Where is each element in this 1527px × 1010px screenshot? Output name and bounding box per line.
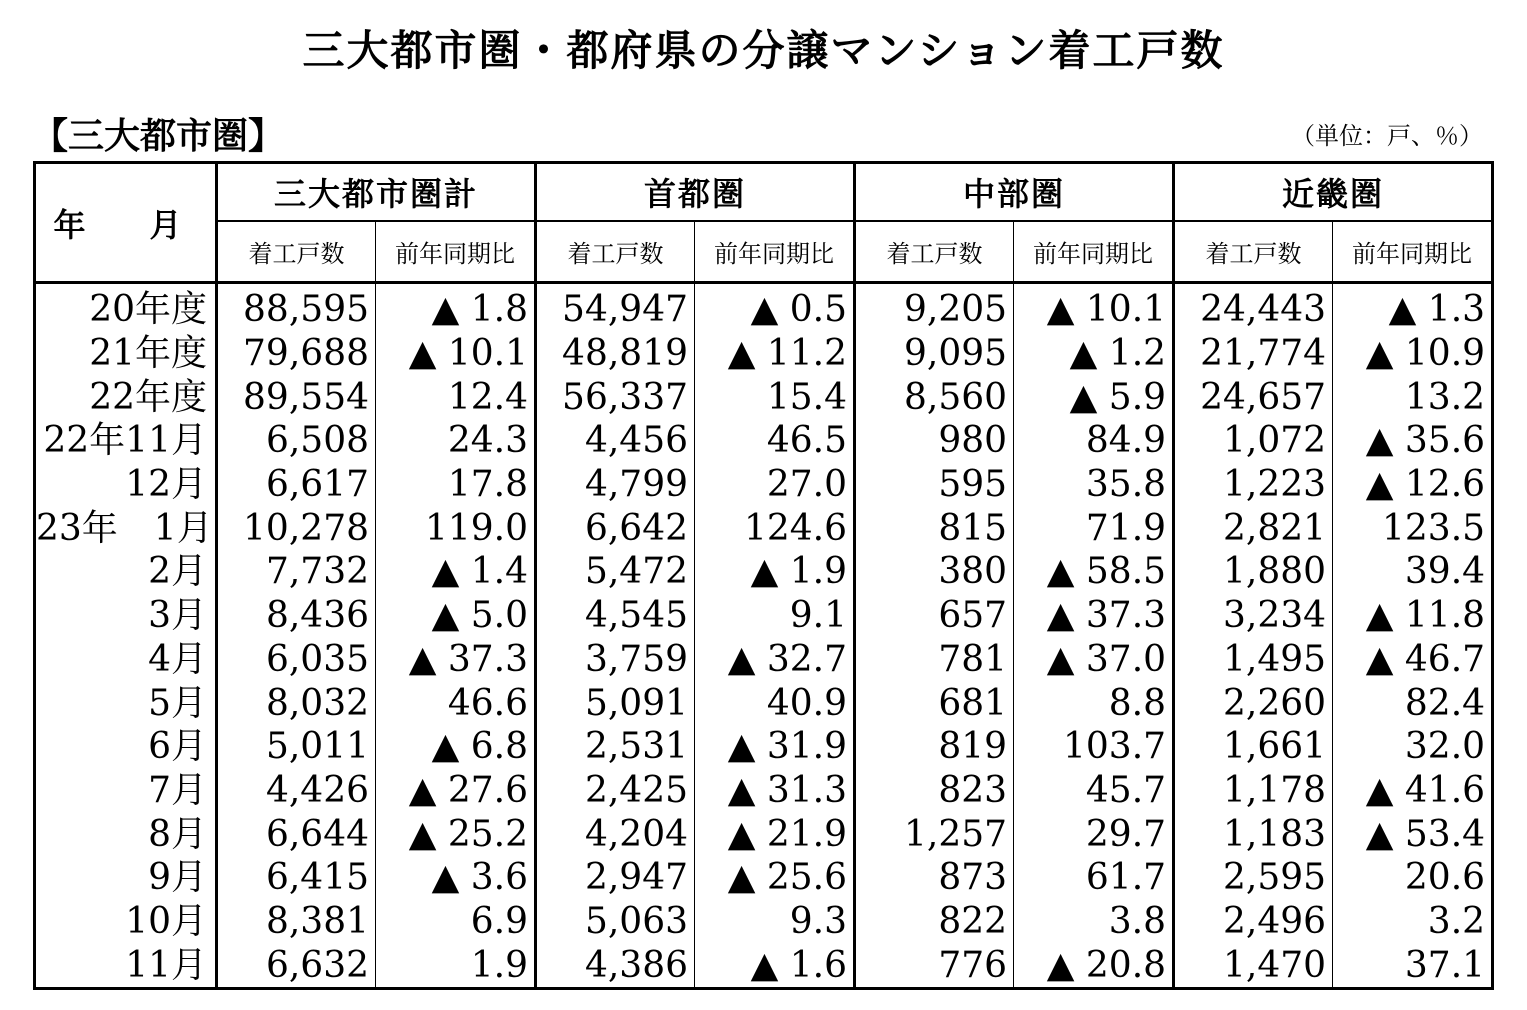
- units-cell: 8,436: [217, 594, 376, 638]
- units-cell: 2,260: [1174, 681, 1333, 725]
- units-cell: 4,545: [536, 594, 695, 638]
- yoy-cell: ▲ 37.3: [376, 638, 536, 682]
- units-cell: 6,508: [217, 419, 376, 463]
- units-cell: 4,386: [536, 943, 695, 988]
- units-cell: 1,183: [1174, 812, 1333, 856]
- row-label: 6月: [148, 726, 207, 768]
- yoy-cell: ▲ 11.8: [1333, 594, 1493, 638]
- yoy-cell: 124.6: [695, 506, 855, 550]
- row-label: 8月: [148, 813, 207, 855]
- units-cell: 823: [855, 769, 1014, 813]
- yoy-cell: 39.4: [1333, 550, 1493, 594]
- table-row: [35, 638, 1493, 682]
- yoy-cell: ▲ 31.3: [695, 769, 855, 813]
- row-label: 23年 1月: [36, 507, 213, 549]
- yoy-cell: 35.8: [1014, 463, 1174, 507]
- yoy-cell: 37.1: [1333, 943, 1493, 988]
- yoy-cell: ▲ 25.6: [695, 856, 855, 900]
- yoy-cell: ▲ 46.7: [1333, 638, 1493, 682]
- row-label: 2月: [148, 551, 207, 593]
- row-label: 7月: [148, 769, 207, 811]
- units-cell: 7,732: [217, 550, 376, 594]
- yoy-cell: ▲ 21.9: [695, 812, 855, 856]
- row-label: 4月: [148, 638, 207, 680]
- units-cell: 89,554: [217, 375, 376, 419]
- units-cell: 4,204: [536, 812, 695, 856]
- yoy-cell: 123.5: [1333, 506, 1493, 550]
- yoy-cell: ▲ 1.6: [695, 943, 855, 988]
- sub-header-units: 着工戸数: [1174, 221, 1333, 283]
- units-cell: 24,443: [1174, 283, 1333, 332]
- table-row: [35, 725, 1493, 769]
- units-cell: 1,178: [1174, 769, 1333, 813]
- yoy-cell: ▲ 3.6: [376, 856, 536, 900]
- units-cell: 8,381: [217, 900, 376, 944]
- year-month-header: 年 月: [35, 163, 217, 283]
- sub-header-yoy: 前年同期比: [1014, 221, 1174, 283]
- units-cell: 10,278: [217, 506, 376, 550]
- yoy-cell: 71.9: [1014, 506, 1174, 550]
- units-cell: 6,415: [217, 856, 376, 900]
- yoy-cell: ▲ 0.5: [695, 283, 855, 332]
- sub-header-units: 着工戸数: [855, 221, 1014, 283]
- units-cell: 48,819: [536, 332, 695, 376]
- yoy-cell: ▲ 41.6: [1333, 769, 1493, 813]
- unit-label: （単位：戸、％）: [1291, 122, 1483, 150]
- yoy-cell: 82.4: [1333, 681, 1493, 725]
- units-cell: 2,947: [536, 856, 695, 900]
- units-cell: 819: [855, 725, 1014, 769]
- units-cell: 2,531: [536, 725, 695, 769]
- row-label: 5月: [148, 682, 207, 724]
- units-cell: 5,063: [536, 900, 695, 944]
- yoy-cell: ▲ 58.5: [1014, 550, 1174, 594]
- yoy-cell: 15.4: [695, 375, 855, 419]
- row-label: 20年度: [89, 289, 207, 331]
- units-cell: 1,072: [1174, 419, 1333, 463]
- group-header-chubu: 中部圏: [855, 163, 1174, 222]
- table-row: [35, 856, 1493, 900]
- units-cell: 873: [855, 856, 1014, 900]
- units-cell: 1,661: [1174, 725, 1333, 769]
- units-cell: 2,496: [1174, 900, 1333, 944]
- units-cell: 2,821: [1174, 506, 1333, 550]
- units-cell: 6,035: [217, 638, 376, 682]
- row-label: 12月: [125, 464, 207, 506]
- units-cell: 380: [855, 550, 1014, 594]
- units-cell: 657: [855, 594, 1014, 638]
- yoy-cell: 13.2: [1333, 375, 1493, 419]
- units-cell: 980: [855, 419, 1014, 463]
- row-label: 3月: [148, 595, 207, 637]
- row-label: 22年度: [89, 376, 207, 418]
- units-cell: 822: [855, 900, 1014, 944]
- page-title: 三大都市圏・都府県の分譲マンション着工戸数: [302, 26, 1225, 75]
- units-cell: 1,257: [855, 812, 1014, 856]
- yoy-cell: ▲ 31.9: [695, 725, 855, 769]
- data-table: [33, 161, 1494, 990]
- yoy-cell: ▲ 6.8: [376, 725, 536, 769]
- yoy-cell: ▲ 1.4: [376, 550, 536, 594]
- table-row: [35, 681, 1493, 725]
- units-cell: 9,205: [855, 283, 1014, 332]
- units-cell: 54,947: [536, 283, 695, 332]
- units-cell: 5,011: [217, 725, 376, 769]
- units-cell: 2,425: [536, 769, 695, 813]
- units-cell: 681: [855, 681, 1014, 725]
- units-cell: 4,799: [536, 463, 695, 507]
- units-cell: 2,595: [1174, 856, 1333, 900]
- units-cell: 781: [855, 638, 1014, 682]
- units-cell: 1,880: [1174, 550, 1333, 594]
- units-cell: 6,642: [536, 506, 695, 550]
- table-row: [35, 463, 1493, 507]
- yoy-cell: 61.7: [1014, 856, 1174, 900]
- yoy-cell: ▲ 37.3: [1014, 594, 1174, 638]
- units-cell: 88,595: [217, 283, 376, 332]
- units-cell: 8,032: [217, 681, 376, 725]
- units-cell: 6,632: [217, 943, 376, 988]
- units-cell: 776: [855, 943, 1014, 988]
- yoy-cell: ▲ 32.7: [695, 638, 855, 682]
- yoy-cell: 1.9: [376, 943, 536, 988]
- yoy-cell: 103.7: [1014, 725, 1174, 769]
- row-label: 21年度: [89, 333, 207, 375]
- units-cell: 1,495: [1174, 638, 1333, 682]
- units-cell: 8,560: [855, 375, 1014, 419]
- units-cell: 1,470: [1174, 943, 1333, 988]
- section-heading: 【三大都市圏】: [32, 116, 285, 157]
- yoy-cell: 29.7: [1014, 812, 1174, 856]
- yoy-cell: 9.3: [695, 900, 855, 944]
- yoy-cell: 3.8: [1014, 900, 1174, 944]
- table-row: [35, 550, 1493, 594]
- yoy-cell: ▲ 12.6: [1333, 463, 1493, 507]
- yoy-cell: 12.4: [376, 375, 536, 419]
- group-header-kinki: 近畿圏: [1174, 163, 1493, 222]
- table-row: [35, 506, 1493, 550]
- yoy-cell: ▲ 1.2: [1014, 332, 1174, 376]
- yoy-cell: 20.6: [1333, 856, 1493, 900]
- units-cell: 6,644: [217, 812, 376, 856]
- yoy-cell: 24.3: [376, 419, 536, 463]
- table-row: [35, 419, 1493, 463]
- row-label: 9月: [148, 857, 207, 899]
- units-cell: 1,223: [1174, 463, 1333, 507]
- table-row: [35, 283, 1493, 332]
- yoy-cell: ▲ 53.4: [1333, 812, 1493, 856]
- yoy-cell: ▲ 5.0: [376, 594, 536, 638]
- sub-header-yoy: 前年同期比: [695, 221, 855, 283]
- units-cell: 24,657: [1174, 375, 1333, 419]
- yoy-cell: ▲ 1.3: [1333, 283, 1493, 332]
- yoy-cell: ▲ 20.8: [1014, 943, 1174, 988]
- table-row: [35, 375, 1493, 419]
- row-label: 10月: [125, 900, 207, 942]
- yoy-cell: ▲ 10.1: [376, 332, 536, 376]
- yoy-cell: ▲ 1.8: [376, 283, 536, 332]
- table-body: [35, 283, 1493, 989]
- row-label: 11月: [125, 944, 207, 986]
- table-row: [35, 332, 1493, 376]
- yoy-cell: 46.6: [376, 681, 536, 725]
- units-cell: 5,472: [536, 550, 695, 594]
- yoy-cell: 119.0: [376, 506, 536, 550]
- yoy-cell: ▲ 10.9: [1333, 332, 1493, 376]
- units-cell: 815: [855, 506, 1014, 550]
- yoy-cell: 45.7: [1014, 769, 1174, 813]
- units-cell: 3,234: [1174, 594, 1333, 638]
- yoy-cell: ▲ 11.2: [695, 332, 855, 376]
- table-row: [35, 812, 1493, 856]
- yoy-cell: 3.2: [1333, 900, 1493, 944]
- sub-header-units: 着工戸数: [536, 221, 695, 283]
- yoy-cell: 6.9: [376, 900, 536, 944]
- yoy-cell: ▲ 35.6: [1333, 419, 1493, 463]
- yoy-cell: ▲ 27.6: [376, 769, 536, 813]
- sub-header-yoy: 前年同期比: [1333, 221, 1493, 283]
- units-cell: 595: [855, 463, 1014, 507]
- yoy-cell: 17.8: [376, 463, 536, 507]
- units-cell: 4,456: [536, 419, 695, 463]
- group-header-total: 三大都市圏計: [217, 163, 536, 222]
- table-row: [35, 594, 1493, 638]
- yoy-cell: ▲ 5.9: [1014, 375, 1174, 419]
- units-cell: 9,095: [855, 332, 1014, 376]
- units-cell: 6,617: [217, 463, 376, 507]
- units-cell: 56,337: [536, 375, 695, 419]
- units-cell: 4,426: [217, 769, 376, 813]
- yoy-cell: ▲ 25.2: [376, 812, 536, 856]
- table-row: [35, 900, 1493, 944]
- yoy-cell: 46.5: [695, 419, 855, 463]
- yoy-cell: 40.9: [695, 681, 855, 725]
- units-cell: 21,774: [1174, 332, 1333, 376]
- sub-header-yoy: 前年同期比: [376, 221, 536, 283]
- units-cell: 79,688: [217, 332, 376, 376]
- yoy-cell: 27.0: [695, 463, 855, 507]
- yoy-cell: 9.1: [695, 594, 855, 638]
- row-label: 22年11月: [43, 420, 207, 462]
- yoy-cell: 84.9: [1014, 419, 1174, 463]
- yoy-cell: ▲ 10.1: [1014, 283, 1174, 332]
- group-header-shutoken: 首都圏: [536, 163, 855, 222]
- yoy-cell: 32.0: [1333, 725, 1493, 769]
- sub-header-units: 着工戸数: [217, 221, 376, 283]
- units-cell: 3,759: [536, 638, 695, 682]
- yoy-cell: ▲ 1.9: [695, 550, 855, 594]
- yoy-cell: ▲ 37.0: [1014, 638, 1174, 682]
- table-row: [35, 769, 1493, 813]
- units-cell: 5,091: [536, 681, 695, 725]
- yoy-cell: 8.8: [1014, 681, 1174, 725]
- table-row: [35, 943, 1493, 988]
- table-header: [35, 163, 1493, 283]
